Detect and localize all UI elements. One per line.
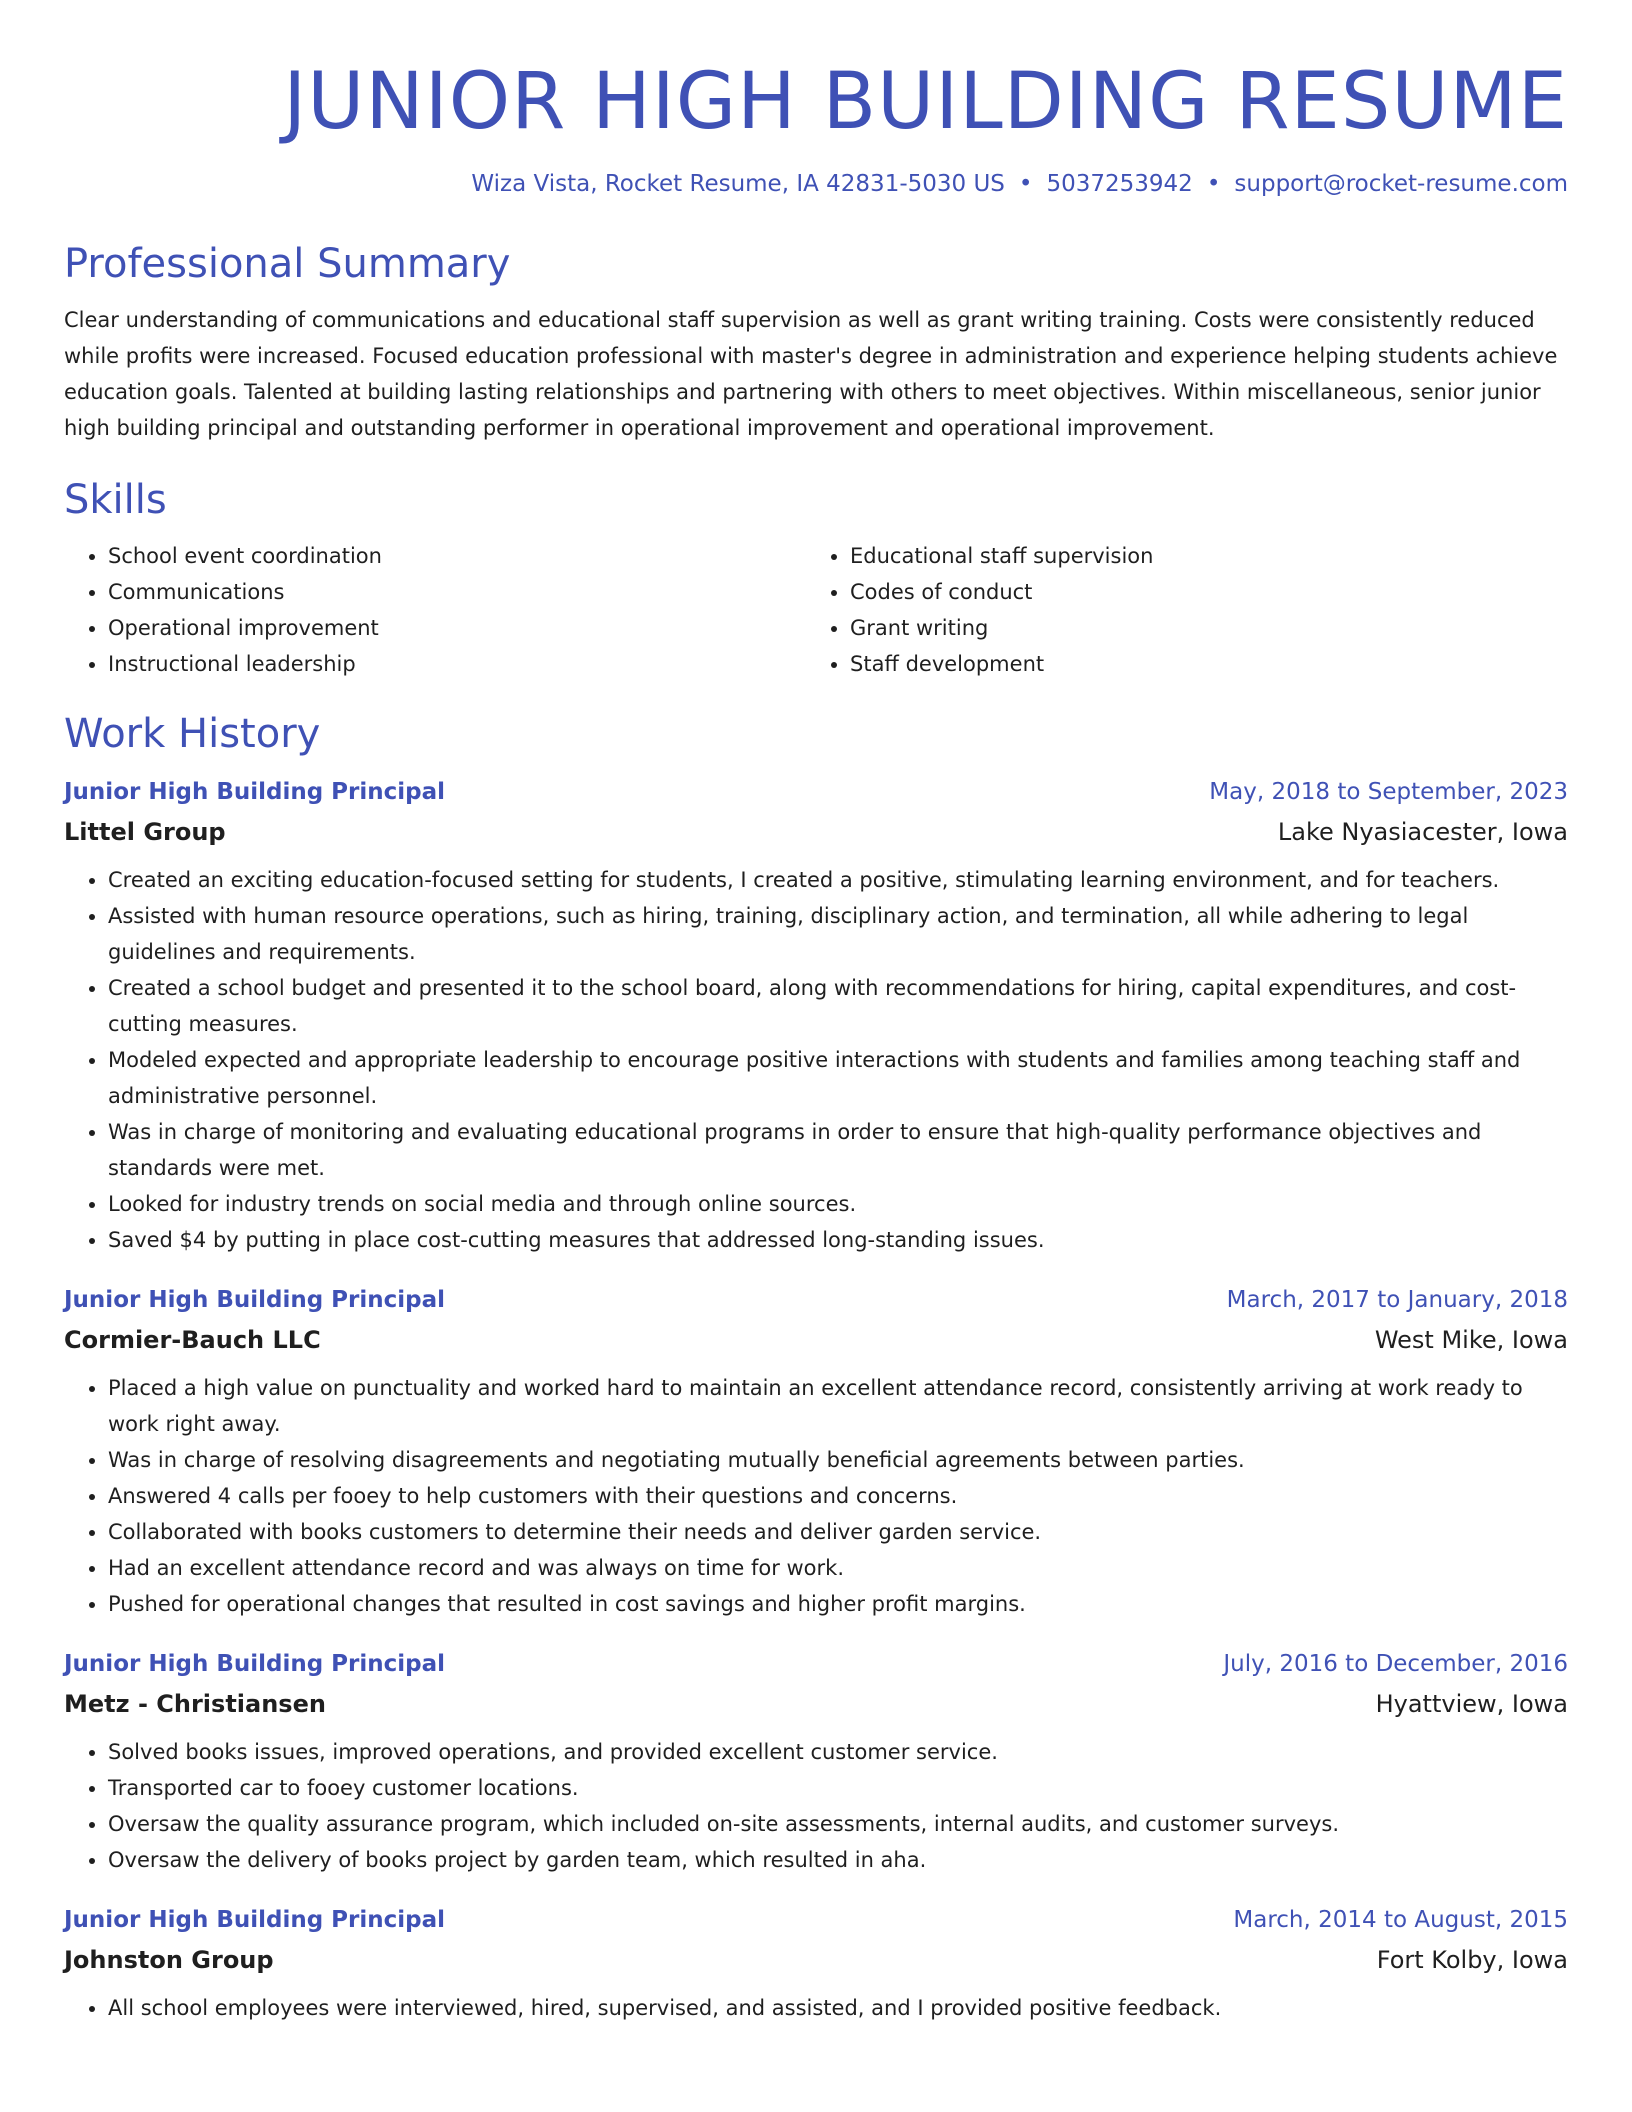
job-company: Cormier-Bauch LLC — [64, 1325, 321, 1354]
contact-separator: • — [1018, 170, 1033, 197]
skills-list-left — [64, 538, 806, 682]
job-bullet: • Oversaw the delivery of books project by garden team, which resulted in aha. — [108, 1842, 1568, 1878]
job-bullet: • Looked for industry trends on social media and through online sources. — [108, 1186, 1568, 1222]
job-bullet: • Placed a high value on punctuality and worked hard to maintain an excellent attendance record, consistently arriving at work ready to work right away. — [108, 1370, 1568, 1442]
job-entry — [64, 1280, 1568, 1622]
job-bullet: • Created a school budget and presented it to the school board, along with recommendations for hiring, capital expenditures, and cost-cutting measures. — [108, 970, 1568, 1042]
skill-item: • Communications — [108, 574, 806, 610]
job-bullet: • Answered 4 calls per fooey to help customers with their questions and concerns. — [108, 1478, 1568, 1514]
contact-separator: • — [1206, 170, 1221, 197]
resume-title: JUNIOR HIGH BUILDING RESUME — [283, 57, 1568, 147]
section-title-summary: Professional Summary — [64, 240, 511, 287]
job-title: Junior High Building Principal — [64, 1286, 446, 1313]
job-location: Lake Nyasiacester, Iowa — [1277, 817, 1568, 846]
contact-line — [64, 168, 1568, 200]
job-bullet: • Modeled expected and appropriate leadership to encourage positive interactions with students and families among teaching staff and administrative personnel. — [108, 1042, 1568, 1114]
job-header — [64, 1644, 1568, 1684]
job-subheader — [64, 1940, 1568, 1980]
skill-item: • Educational staff supervision — [850, 538, 1568, 574]
job-bullets — [64, 1370, 1568, 1622]
job-bullet: • Oversaw the quality assurance program, which included on-site assessments, internal audits, and customer surveys. — [108, 1806, 1568, 1842]
job-bullet: • Pushed for operational changes that resulted in cost savings and higher profit margins. — [108, 1586, 1568, 1622]
skill-item: • Operational improvement — [108, 610, 806, 646]
job-dates: July, 2016 to December, 2016 — [1223, 1650, 1568, 1677]
job-bullet: • Had an excellent attendance record and was always on time for work. — [108, 1550, 1568, 1586]
job-title: Junior High Building Principal — [64, 778, 446, 805]
section-title-skills: Skills — [64, 476, 167, 523]
skill-item: • Instructional leadership — [108, 646, 806, 682]
job-bullet: • Saved $4 by putting in place cost-cutting measures that addressed long-standing issues. — [108, 1222, 1568, 1258]
job-bullet: • Created an exciting education-focused setting for students, I created a positive, stimulating learning environment, and for teachers. — [108, 862, 1568, 898]
job-subheader — [64, 1684, 1568, 1724]
job-entry — [64, 772, 1568, 1258]
job-dates: March, 2017 to January, 2018 — [1226, 1286, 1568, 1313]
job-bullet: • Solved books issues, improved operations, and provided excellent customer service. — [108, 1734, 1568, 1770]
job-bullets — [64, 862, 1568, 1258]
job-bullets — [64, 1990, 1568, 2026]
skill-item: • Grant writing — [850, 610, 1568, 646]
job-bullet: • Was in charge of monitoring and evaluating educational programs in order to ensure that high-quality performance objectives and standards were met. — [108, 1114, 1568, 1186]
job-entry — [64, 1900, 1568, 2026]
job-header — [64, 1280, 1568, 1320]
section-title-work-history: Work History — [64, 710, 321, 757]
job-company: Johnston Group — [64, 1945, 274, 1974]
work-history-section — [64, 710, 1568, 2026]
job-bullet: • All school employees were interviewed, hired, supervised, and assisted, and I provided positive feedback. — [108, 1990, 1568, 2026]
job-location: Fort Kolby, Iowa — [1376, 1945, 1568, 1974]
job-bullet: • Transported car to fooey customer locations. — [108, 1770, 1568, 1806]
job-bullet: • Collaborated with books customers to determine their needs and deliver garden service. — [108, 1514, 1568, 1550]
skill-item: • Staff development — [850, 646, 1568, 682]
skills-section — [64, 476, 1568, 682]
job-location: West Mike, Iowa — [1374, 1325, 1568, 1354]
summary-text: Clear understanding of communications and educational staff supervision as well as grant writing training. Costs were consistently reduced while profits were increased. Focused education professional with master's degree in administration and experience helping students achieve education goals. Talented at building lasting relationships and partnering with others to meet objectives. Within miscellaneous, senior junior high building principal and outstanding performer in operational improvement and operational improvement. — [64, 307, 1558, 440]
job-title: Junior High Building Principal — [64, 1650, 446, 1677]
job-title: Junior High Building Principal — [64, 1906, 446, 1933]
job-dates: May, 2018 to September, 2023 — [1209, 778, 1568, 805]
job-header — [64, 1900, 1568, 1940]
job-entry — [64, 1644, 1568, 1878]
job-bullet: • Assisted with human resource operations, such as hiring, training, disciplinary action, and termination, all while adhering to legal guidelines and requirements. — [108, 898, 1568, 970]
skill-item: • School event coordination — [108, 538, 806, 574]
job-dates: March, 2014 to August, 2015 — [1233, 1906, 1568, 1933]
job-bullets — [64, 1734, 1568, 1878]
job-subheader — [64, 1320, 1568, 1360]
job-subheader — [64, 812, 1568, 852]
job-company: Littel Group — [64, 817, 226, 846]
job-location: Hyattview, Iowa — [1375, 1689, 1568, 1718]
job-bullet: • Was in charge of resolving disagreements and negotiating mutually beneficial agreements between parties. — [108, 1442, 1568, 1478]
skills-list-right — [806, 538, 1568, 682]
skills-grid — [64, 538, 1568, 682]
professional-summary-section — [64, 240, 1568, 446]
job-header — [64, 772, 1568, 812]
contact-phone: 5037253942 — [1046, 170, 1193, 197]
contact-email[interactable]: support@rocket-resume.com — [1234, 170, 1568, 197]
skill-item: • Codes of conduct — [850, 574, 1568, 610]
job-company: Metz - Christiansen — [64, 1689, 326, 1718]
contact-address: Wiza Vista, Rocket Resume, IA 42831-5030 US — [471, 170, 1005, 197]
